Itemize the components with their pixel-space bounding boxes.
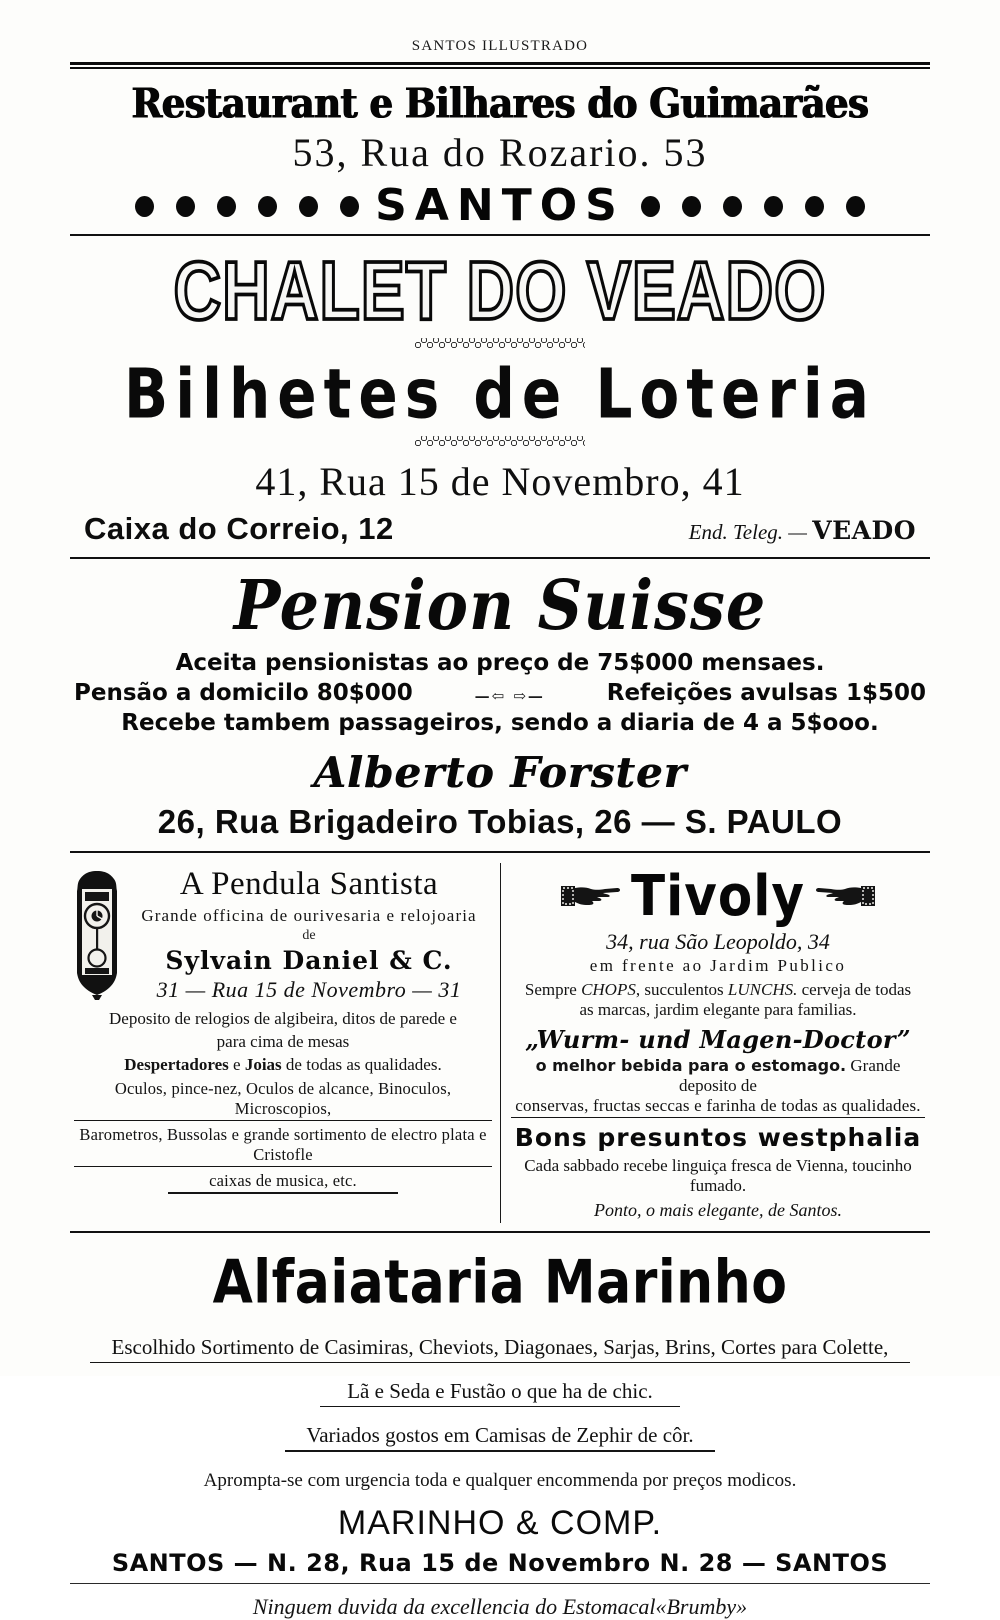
tivoly-header — [511, 863, 925, 929]
marinho-firm-name: MARINHO & COMP. — [337, 1503, 663, 1542]
pendula-qualities: de todas as qualidades. — [281, 1055, 442, 1075]
pendula-address: 31 — Rua 15 de Novembro — 31 — [156, 976, 462, 1002]
telegraph-code: VEADO — [812, 516, 916, 545]
ad-alfaiataria-marinho — [70, 1248, 930, 1577]
forster-name: Alberto Forster — [313, 748, 687, 797]
tivoly-presuntos: Bons presuntos westphalia — [514, 1122, 922, 1152]
ad-pendula-santista — [70, 861, 500, 1225]
pendulum-clock-icon — [74, 869, 120, 1006]
tivoly-chops: CHOPS — [581, 980, 636, 999]
ad-divider-4 — [70, 1231, 930, 1233]
tivoly-line-3 — [511, 1056, 925, 1096]
marinho-title: Alfaiataria Marinho — [212, 1248, 788, 1318]
tivoly-line-4: conservas, fructas seccas e farinha de todas as qualidades. — [511, 1096, 925, 1118]
tivoly-cerveja: cerveja de todas — [797, 980, 912, 999]
pension-line-3: Recebe tambem passageiros, sendo a diaria de 4 a 5$ooo. — [121, 710, 879, 736]
chalet-subtitle: Bilhetes de Loteria — [124, 353, 876, 435]
pendula-line-6: caixas de musica, etc. — [168, 1171, 398, 1194]
dot — [846, 196, 865, 217]
chalet-telegraph — [689, 516, 916, 545]
ad-tivoly — [501, 861, 929, 1225]
marinho-line-1: Escolhido Sortimento de Casimiras, Cheviots, Diagonaes, Sarjas, Brins, Cortes para Colette, — [90, 1335, 910, 1363]
ad-divider-2 — [70, 557, 930, 559]
footer-note: Ninguem duvida da excellencia do Estomacal«Brumby» — [252, 1593, 748, 1619]
ad-divider-1 — [70, 234, 930, 236]
pendula-title: A Pendula Santista — [179, 866, 439, 902]
dot — [258, 196, 277, 217]
pendula-alarm-clocks: Despertadores — [124, 1055, 229, 1075]
dot — [764, 196, 783, 217]
dot — [723, 196, 742, 217]
dot — [641, 196, 660, 217]
chalet-address: 41, Rua 15 de Novembro, 41 — [255, 459, 745, 504]
wavy-ornament-top — [415, 338, 585, 348]
pendula-line-1: Deposito de relogios de algibeira, ditos de parede e — [109, 1009, 457, 1028]
tivoly-best-drink: o melhor bebida para o estomago. — [535, 1055, 847, 1075]
dot — [299, 196, 318, 217]
wavy-ornament-bottom — [415, 436, 585, 446]
ad-restaurant-guimaraes — [70, 78, 930, 231]
flourish-ornament: —⇦ ⇨— — [474, 687, 545, 705]
tivoly-line-1 — [511, 980, 925, 1000]
pointing-hand-right-icon — [559, 878, 621, 915]
dot — [805, 196, 824, 217]
pendula-line-3 — [74, 1055, 492, 1075]
dot — [340, 196, 359, 217]
pendula-jewels: Joias — [244, 1055, 282, 1075]
tivoly-line-6: Ponto, o mais elegante, de Santos. — [594, 1199, 842, 1220]
pendula-subtitle: Grande officina de ourivesaria e relojoaria — [141, 905, 477, 925]
tivoly-sempre: Sempre — [524, 980, 582, 999]
tivoly-line-5: Cada sabbado recebe linguiça fresca de Vienna, toucinho fumado. — [524, 1155, 912, 1196]
marinho-line-4: Aprompta-se com urgencia toda e qualquer encommenda por preços modicos. — [203, 1469, 797, 1491]
restaurant-city: SANTOS — [375, 180, 625, 231]
ad-divider-3 — [70, 851, 930, 853]
restaurant-city-row — [70, 180, 930, 231]
tivoly-wurm-magen-doctor: „Wurm- und Magen-Doctor” — [525, 1024, 911, 1054]
pension-line-1: Aceita pensionistas ao preço de 75$000 mensaes. — [175, 650, 825, 676]
running-head: SANTOS ILLUSTRADO — [411, 38, 589, 54]
two-column-ad-block — [70, 861, 930, 1225]
tivoly-lunchs: LUNCHS. — [727, 980, 798, 999]
pendula-firm-name: Sylvain Daniel & C. — [165, 945, 453, 975]
marinho-line-2: Lã e Seda e Fustão o que ha de chic. — [320, 1379, 680, 1407]
pension-home-price: Pensão a domicilo 80$000 — [74, 680, 413, 706]
pendula-conj: e — [228, 1055, 245, 1075]
tivoly-address-2: em frente ao Jardim Publico — [589, 956, 847, 975]
header-rule — [70, 62, 930, 69]
pension-title: Pension Suisse — [233, 565, 767, 646]
restaurant-name: Restaurant e Bilhares do Guimarães — [131, 78, 869, 128]
restaurant-address: 53, Rua do Rozario. 53 — [292, 130, 708, 175]
pendula-line-5: Barometros, Bussolas e grande sortimento de electro plata e Cristofle — [74, 1125, 492, 1167]
pendula-title-block — [126, 867, 492, 1003]
ad-chalet-do-veado — [70, 243, 930, 547]
dot-ornament-right — [641, 196, 865, 217]
chalet-po-box: Caixa do Correio, 12 — [84, 511, 394, 546]
pension-line-2 — [70, 680, 930, 706]
pendula-line-4: Oculos, pince-nez, Oculos de alcance, Binoculos, Microscopios, — [74, 1079, 492, 1121]
marinho-address: SANTOS — N. 28, Rua 15 de Novembro N. 28 — SANTOS — [111, 1548, 889, 1577]
dot — [135, 196, 154, 217]
telegraph-label: End. Teleg. — — [688, 520, 807, 544]
dot — [217, 196, 236, 217]
tivoly-deposit: Grande deposito de — [679, 1055, 901, 1095]
forster-address: 26, Rua Brigadeiro Tobias, 26 — S. PAULO — [157, 803, 843, 840]
dot-ornament-left — [135, 196, 359, 217]
tivoly-line-2: as marcas, jardim elegante para familias. — [579, 1000, 857, 1020]
dot — [682, 196, 701, 217]
marinho-line-3: Variados gostos em Camisas de Zephir de côr. — [285, 1423, 715, 1452]
tivoly-address: 34, rua São Leopoldo, 34 — [606, 929, 830, 954]
tivoly-succulentos: , succulentos — [635, 980, 728, 999]
tivoly-title: Tivoly — [631, 863, 805, 929]
dot — [176, 196, 195, 217]
footer-rule — [70, 1583, 930, 1584]
pension-meal-price: Refeições avulsas 1$500 — [606, 680, 926, 706]
pendula-line-2: para cima de mesas — [216, 1032, 350, 1052]
ad-pension-suisse — [70, 565, 930, 736]
pendula-header — [74, 867, 492, 1006]
chalet-contact-row — [70, 511, 930, 547]
ad-alberto-forster — [70, 748, 930, 841]
chalet-title: CHALET DO VEADO — [173, 243, 827, 337]
pendula-de: de — [302, 927, 316, 943]
pointing-hand-left-icon — [815, 878, 877, 915]
